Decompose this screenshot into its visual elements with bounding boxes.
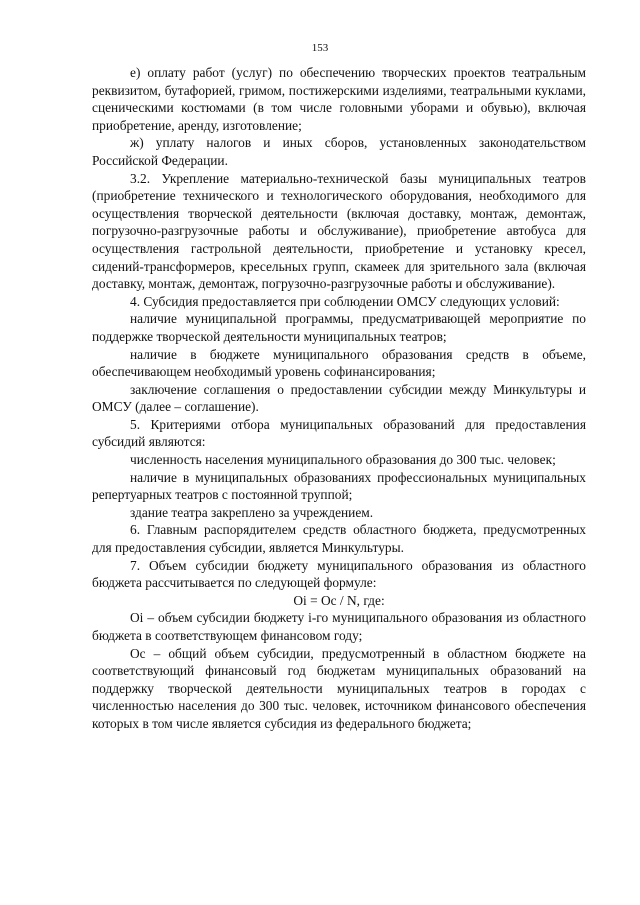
paragraph-4-conditions: 4. Субсидия предоставляется при соблюдении ОМСУ следующих условий: — [130, 293, 560, 309]
paragraph-7-formula-intro: 7. Объем субсидии бюджету муниципального образования из областного бюджета рассчитывается по следующей формуле: — [92, 557, 586, 591]
paragraph-condition-budget: наличие в бюджете муниципального образования средств в объеме, обеспечивающем необходимый уровень софинансирования; — [92, 346, 586, 380]
paragraph-e-payment-works: е) оплату работ (услуг) по обеспечению творческих проектов театральным реквизитом, бутафорией, гримом, постижерскими изделиями, театральными куклами, сценическими костюмами (в том числе головными уборами и обувью), включая приобретение, аренду, изготовление; — [92, 65, 586, 133]
paragraph-criterion-population: численность населения муниципального образования до 300 тыс. человек; — [130, 452, 556, 468]
paragraph-6-administrator: 6. Главным распорядителем средств областного бюджета, предусмотренных для предоставления субсидии, является Минкультуры. — [92, 522, 586, 556]
paragraph-condition-agreement: заключение соглашения о предоставлении субсидии между Минкультуры и ОМСУ (далее – соглашение). — [92, 381, 586, 415]
paragraph-condition-program: наличие муниципальной программы, предусматривающей мероприятие по поддержке творческой деятельности муниципальных театров; — [92, 311, 586, 344]
paragraph-criterion-theatres: наличие в муниципальных образованиях профессиональных муниципальных репертуарных театров с постоянной труппой; — [92, 469, 586, 503]
paragraph-3-2-material-base: 3.2. Укрепление материально-технической базы муниципальных театров (приобретение технического и технологического оборудования, необходимого для осуществления творческой деятельности (включая доставку, монтаж, демонтаж, погрузочно-разгрузочные работы и обслуживание), приобретение автобуса для осуществления гастрольной деятельности, приобретение и установку кресел, сидений-трансформеров, кресельных групп, скамеек для зрительного зала (включая доставку, монтаж, демонтаж, погрузочно-разгрузочные работы и обслуживание). — [92, 170, 586, 292]
subsidy-formula: Oi = Oc / N, где: — [293, 592, 385, 608]
paragraph-5-criteria: 5. Критериями отбора муниципальных образований для предоставления субсидий являются: — [92, 416, 586, 450]
paragraph-zh-taxes: ж) уплату налогов и иных сборов, установленных законодательством Российской Федерации. — [92, 135, 586, 168]
page-number: 153 — [311, 42, 329, 54]
paragraph-oc-definition: Oc – общий объем субсидии, предусмотренный в областном бюджете на соответствующий финансовый год бюджетам муниципальных образований на поддержку творческой деятельности муниципальных театров в городах с численностью населения до 300 тыс. человек, источником финансового обеспечения которых в том числе является субсидия из федерального бюджета; — [92, 645, 586, 731]
document-body — [92, 64, 586, 733]
paragraph-criterion-building: здание театра закреплено за учреждением. — [130, 504, 374, 520]
paragraph-oi-definition: Oi – объем субсидии бюджету i-го муниципального образования из областного бюджета в соответствующем финансовом году; — [92, 610, 586, 643]
